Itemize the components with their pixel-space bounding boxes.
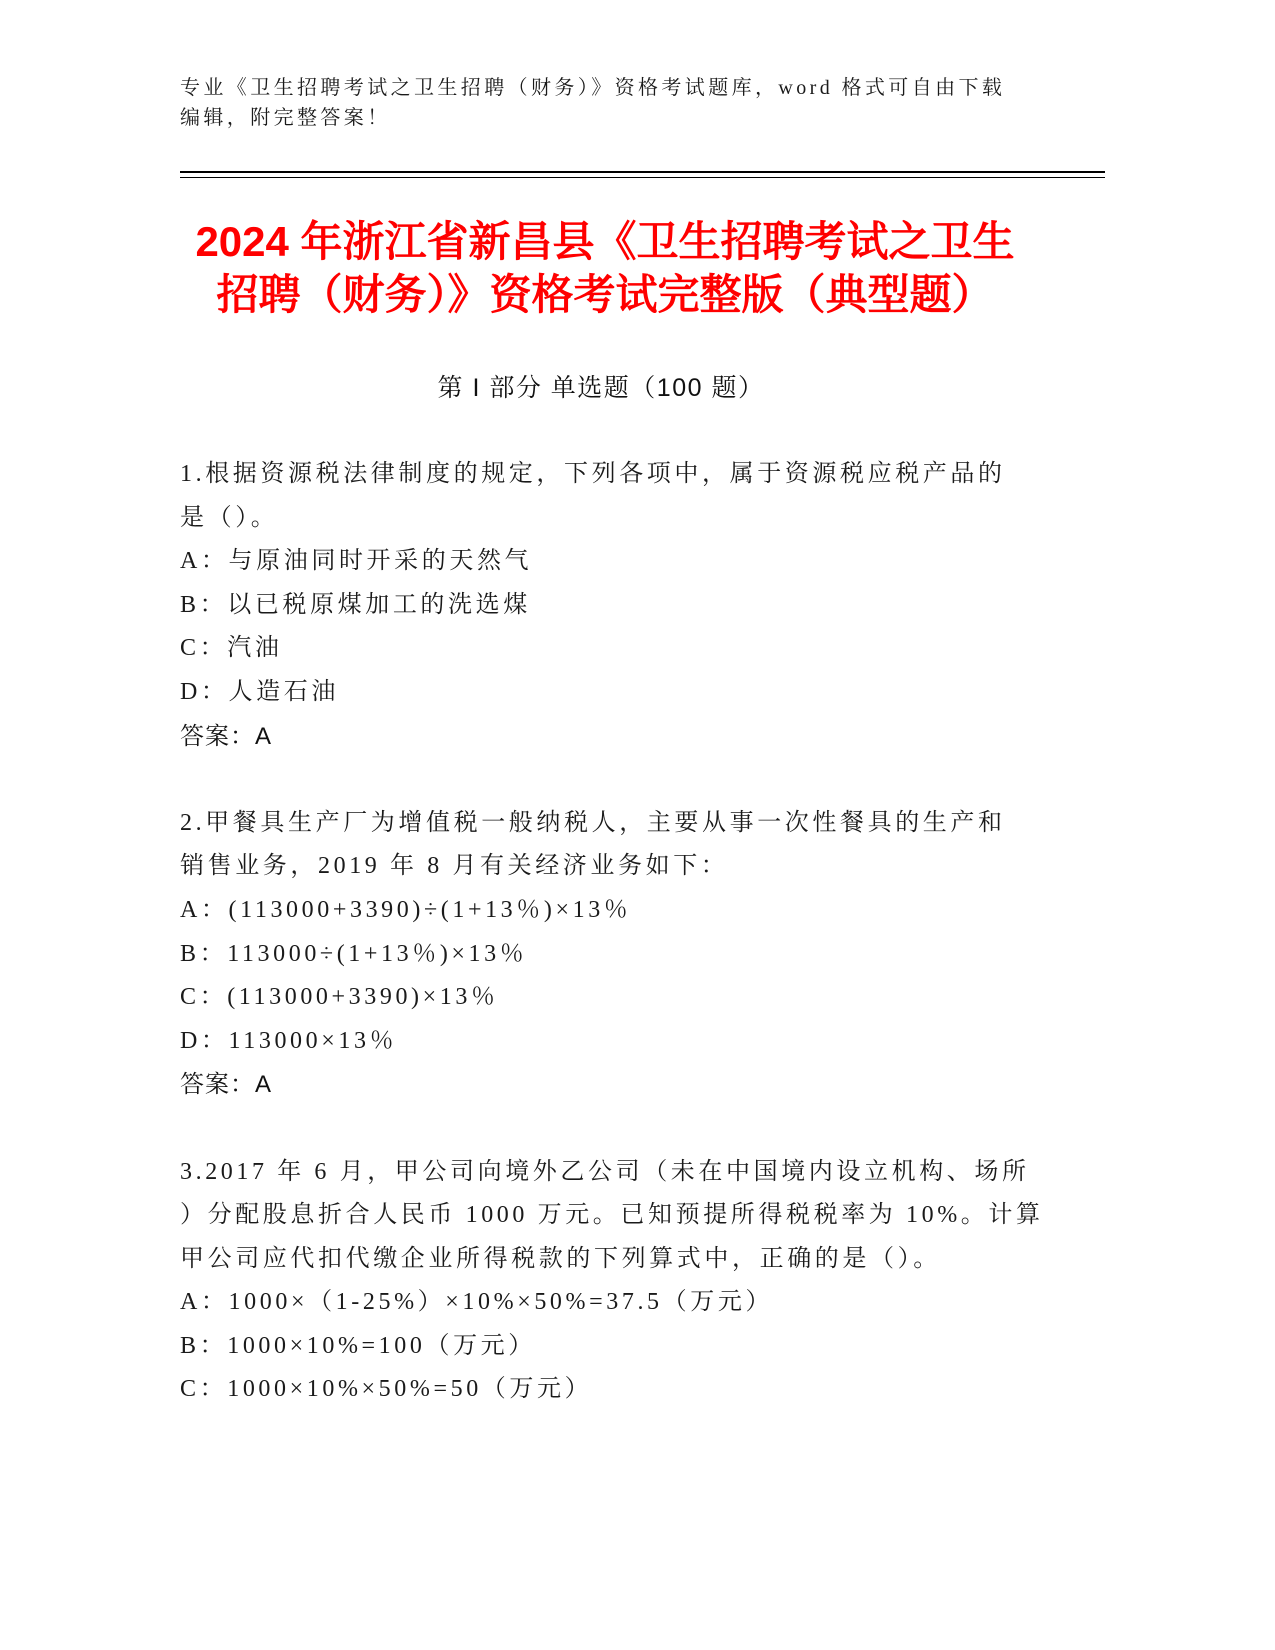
header-divider-thin — [180, 177, 1105, 178]
option-text: 113000÷(1+13％)×13％ — [227, 940, 528, 967]
question-2 — [180, 802, 1180, 1107]
question-1 — [180, 453, 1180, 758]
option-c — [180, 1368, 1180, 1412]
option-label: C： — [180, 1376, 228, 1403]
question-text-line: 销售业务，2019 年 8 月有关经济业务如下： — [180, 853, 729, 880]
option-label: C： — [180, 984, 228, 1011]
answer-value: A — [255, 722, 273, 750]
question-text-line: 3.2017 年 6 月，甲公司向境外乙公司（未在中国境内设立机构、场所 — [180, 1158, 1030, 1185]
answer — [180, 715, 1180, 759]
title-line: 招聘（财务）》资格考试完整版（典型题） — [216, 271, 994, 318]
header-line: 专业《卫生招聘考试之卫生招聘（财务）》资格考试题库，word 格式可自由下载 — [180, 77, 1006, 99]
option-text: 人造石油 — [228, 678, 339, 705]
answer-label: 答案： — [180, 1071, 255, 1099]
option-label: B： — [180, 591, 228, 618]
question-list — [180, 453, 1180, 1456]
question-3 — [180, 1151, 1180, 1413]
option-text: 汽油 — [227, 635, 283, 662]
option-text: (113000+3390)÷(1+13％)×13％ — [228, 896, 632, 923]
answer-value: A — [255, 1071, 273, 1099]
option-label: A： — [180, 548, 229, 575]
option-b — [180, 1325, 1180, 1369]
option-text: 1000×（1-25%）×10%×50%=37.5（万元） — [228, 1289, 774, 1316]
option-b — [180, 584, 1180, 628]
section-heading: 第 I 部分 单选题（100 题） — [437, 374, 765, 402]
option-a — [180, 540, 1180, 584]
title-line: 2024 年浙江省新昌县《卫生招聘考试之卫生 — [195, 218, 1015, 265]
question-text-line: 2.甲餐具生产厂为增值税一般纳税人，主要从事一次性餐具的生产和 — [180, 809, 1006, 836]
option-label: D： — [180, 1027, 229, 1054]
document-header — [180, 73, 1005, 133]
option-b — [180, 933, 1180, 977]
option-d — [180, 1020, 1180, 1064]
header-line: 编辑，附完整答案！ — [180, 107, 391, 129]
question-text-line: 甲公司应代扣代缴企业所得税款的下列算式中，正确的是（）。 — [180, 1245, 941, 1272]
option-text: 1000×10%×50%=50（万元） — [227, 1376, 593, 1403]
option-text: 113000×13％ — [228, 1027, 398, 1054]
option-text: 与原油同时开采的天然气 — [228, 548, 533, 575]
option-text: 1000×10%=100（万元） — [227, 1332, 536, 1359]
option-label: B： — [180, 1332, 228, 1359]
option-a — [180, 889, 1180, 933]
option-text: (113000+3390)×13％ — [227, 984, 499, 1011]
option-label: D： — [180, 678, 229, 705]
document-title — [170, 215, 1040, 321]
answer — [180, 1063, 1180, 1107]
option-a — [180, 1281, 1180, 1325]
header-divider-thick — [180, 171, 1105, 173]
option-label: A： — [180, 896, 229, 923]
option-label: C： — [180, 635, 228, 662]
question-text-line: ）分配股息折合人民币 1000 万元。已知预提所得税税率为 10%。计算 — [180, 1202, 1044, 1229]
option-text: 以已税原煤加工的洗选煤 — [227, 591, 531, 618]
option-c — [180, 976, 1180, 1020]
question-text-line: 1.根据资源税法律制度的规定，下列各项中，属于资源税应税产品的 — [180, 461, 1006, 487]
question-text-line: 是（）。 — [180, 504, 279, 531]
answer-label: 答案： — [180, 722, 255, 750]
option-label: A： — [180, 1289, 229, 1316]
option-d — [180, 671, 1180, 715]
option-label: B： — [180, 940, 228, 967]
option-c — [180, 627, 1180, 671]
